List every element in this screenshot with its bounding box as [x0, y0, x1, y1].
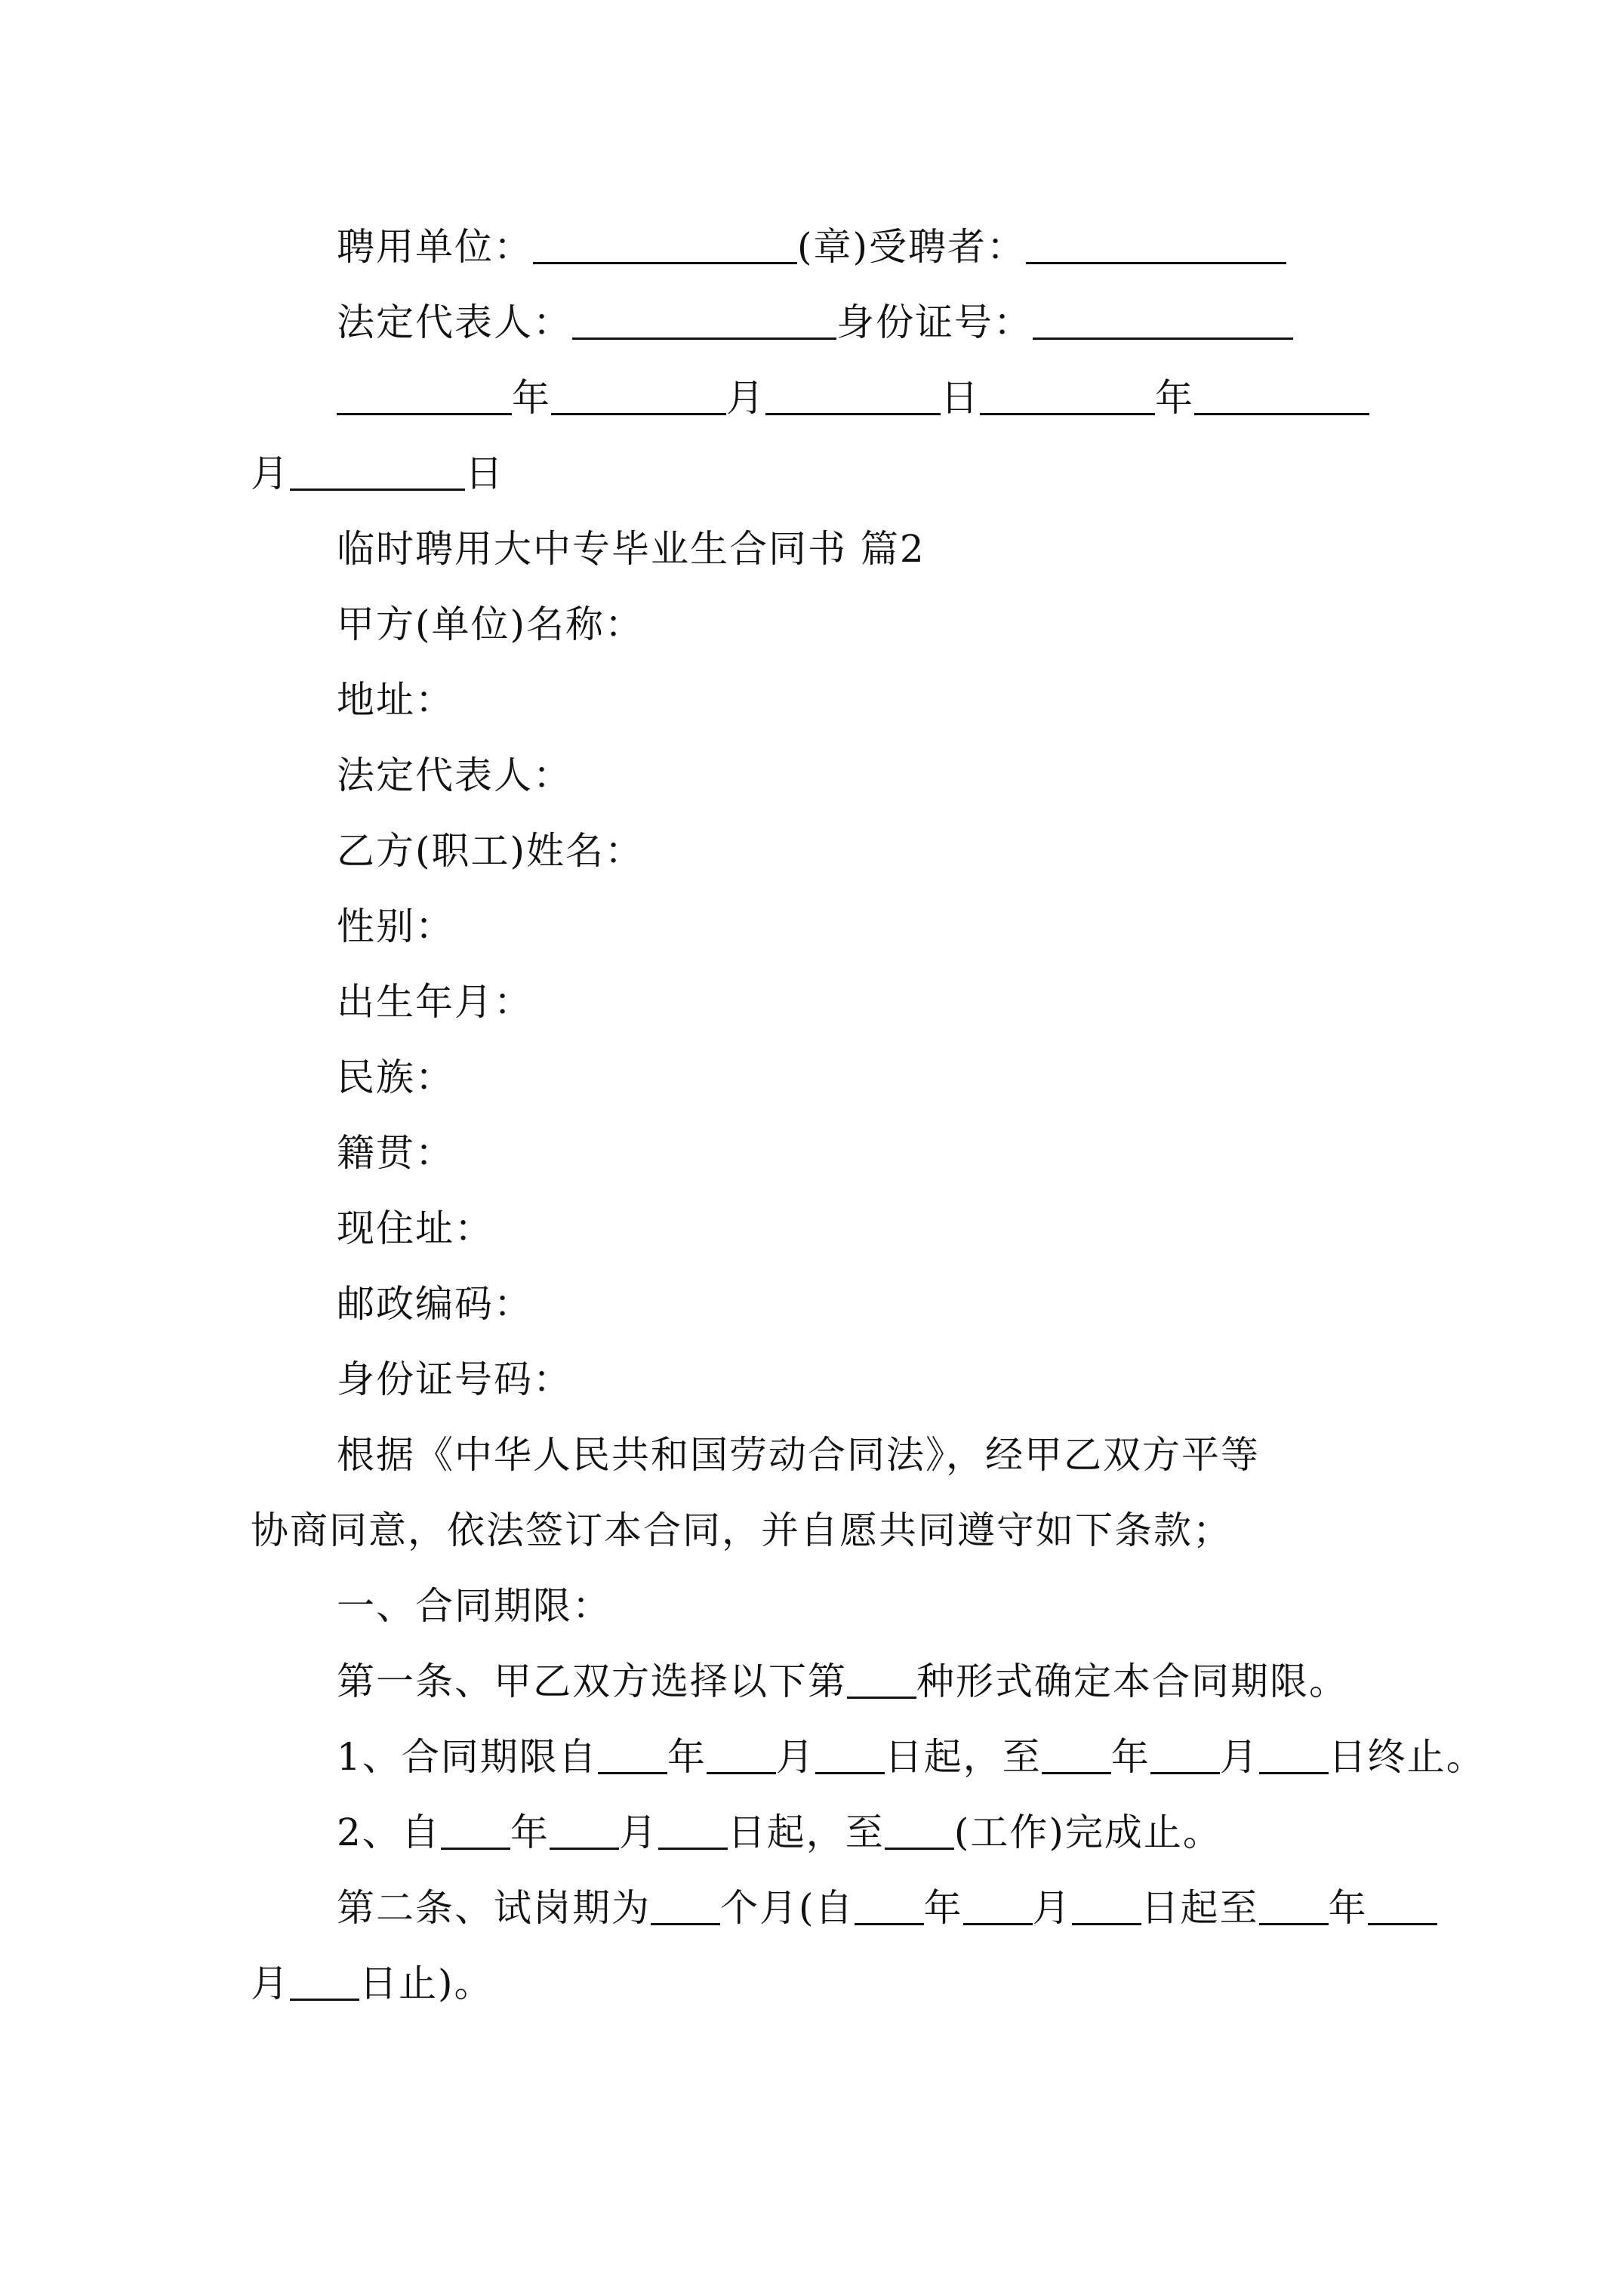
section-title: 临时聘用大中专毕业生合同书 篇2 — [337, 527, 925, 571]
blank — [707, 1739, 776, 1774]
end-text: (工作)完成止。 — [953, 1811, 1222, 1854]
field-label: 身份证号码： — [337, 1358, 572, 1401]
month-label: 月 — [726, 376, 765, 420]
blank — [1150, 1739, 1220, 1774]
field-label: 籍贯： — [337, 1131, 454, 1175]
article-1-prefix: 第一条、甲乙双方选择以下第 — [337, 1660, 847, 1703]
blank — [290, 1965, 359, 2001]
blank — [1042, 1739, 1111, 1774]
year-label: 年 — [510, 1811, 550, 1854]
form-choice-blank — [847, 1663, 916, 1699]
blank — [441, 1814, 510, 1850]
start-text: 日起，至 — [884, 1735, 1042, 1779]
date-line — [337, 374, 1369, 421]
end-text: 日止)。 — [359, 1962, 494, 2005]
blank — [1259, 1739, 1329, 1774]
preamble-line-1: 根据《中华人民共和国劳动合同法》，经甲乙双方平等 — [337, 1433, 1260, 1477]
article-2-continued — [251, 1960, 494, 2007]
blank — [1072, 1890, 1141, 1925]
legal-rep-blank — [572, 304, 836, 340]
field-label: 法定代表人： — [337, 754, 572, 797]
date-blank — [765, 380, 941, 415]
field-label: 地址： — [337, 678, 454, 722]
start-text: 日起，至 — [727, 1811, 885, 1854]
option-1 — [337, 1734, 1486, 1780]
blank — [815, 1739, 885, 1774]
seal-label: (章) — [797, 225, 870, 269]
employer-blank — [533, 229, 797, 264]
blank — [651, 1890, 720, 1925]
blank — [1259, 1890, 1329, 1925]
blank — [598, 1739, 667, 1774]
option-1-text: 1、合同期限自 — [337, 1735, 598, 1779]
blank — [855, 1890, 924, 1925]
option-2-text: 2、自 — [337, 1811, 441, 1854]
month-label: 月 — [251, 451, 290, 495]
date-blank — [551, 380, 726, 415]
year-label: 年 — [1155, 376, 1194, 420]
date-blank — [290, 455, 465, 491]
year-label: 年 — [1110, 1735, 1150, 1779]
article-2-prefix: 第二条、试岗期为 — [337, 1886, 651, 1930]
legal-rep-signature-line — [337, 299, 1293, 346]
month-label: 月 — [618, 1811, 658, 1854]
day-label: 日 — [941, 376, 980, 420]
date-line-continued — [251, 450, 504, 497]
id-blank — [1033, 304, 1293, 340]
month-label: 月 — [775, 1735, 815, 1779]
start-text: 日起至 — [1141, 1886, 1259, 1930]
end-text: 日终止。 — [1328, 1735, 1486, 1779]
date-blank — [980, 380, 1155, 415]
blank — [1368, 1890, 1437, 1925]
field-label: 邮政编码： — [337, 1282, 533, 1326]
date-blank — [337, 380, 512, 415]
year-label: 年 — [923, 1886, 963, 1930]
blank — [658, 1814, 728, 1850]
year-label: 年 — [1328, 1886, 1368, 1930]
year-label: 年 — [512, 376, 551, 420]
legal-rep-label: 法定代表人： — [337, 300, 572, 344]
field-label: 甲方(单位)名称： — [337, 603, 645, 646]
blank — [885, 1814, 954, 1850]
employer-signature-line — [337, 223, 1286, 270]
id-label: 身份证号： — [836, 300, 1033, 344]
field-label: 民族： — [337, 1056, 454, 1099]
month-label: 月 — [1219, 1735, 1259, 1779]
blank — [963, 1890, 1033, 1925]
article-2 — [337, 1885, 1437, 1931]
field-label: 乙方(职工)姓名： — [337, 829, 645, 873]
field-label: 性别： — [337, 905, 454, 948]
field-label: 出生年月： — [337, 980, 533, 1024]
month-label: 月 — [1032, 1886, 1072, 1930]
day-label: 日 — [465, 451, 504, 495]
date-blank — [1194, 380, 1369, 415]
field-label: 现住址： — [337, 1207, 494, 1250]
months-text: 个月(自 — [720, 1886, 855, 1930]
month-label: 月 — [251, 1962, 290, 2005]
employee-label: 受聘者： — [869, 225, 1027, 269]
preamble-line-2: 协商同意，依法签订本合同，并自愿共同遵守如下条款； — [251, 1509, 1232, 1552]
option-2 — [337, 1809, 1222, 1856]
year-label: 年 — [667, 1735, 707, 1779]
employer-label: 聘用单位： — [337, 225, 533, 269]
employee-blank — [1026, 229, 1286, 264]
article-1-suffix: 种形式确定本合同期限。 — [916, 1660, 1348, 1703]
chapter-heading: 一、合同期限： — [337, 1584, 611, 1628]
article-1 — [337, 1658, 1348, 1705]
blank — [550, 1814, 619, 1850]
